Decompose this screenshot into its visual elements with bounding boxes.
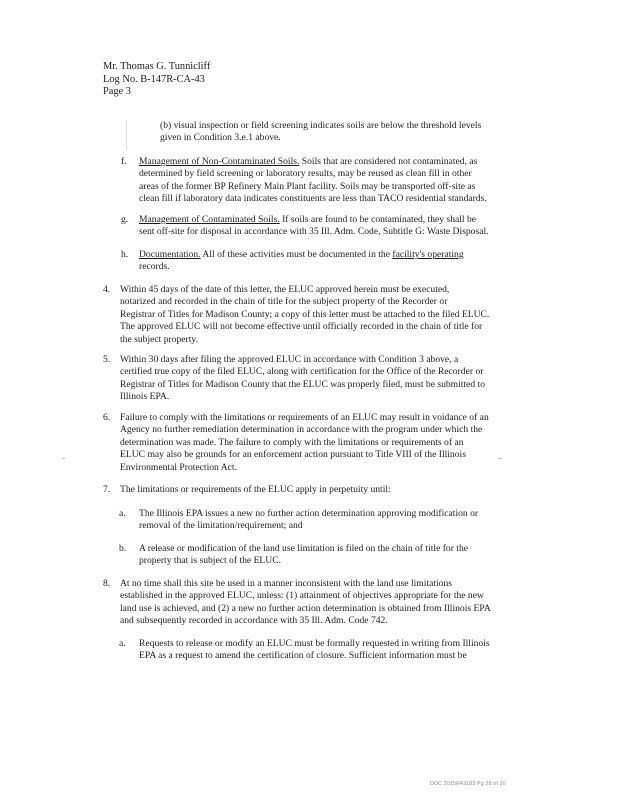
text-line: determined by field screening or laboratory results, may be reused as clean fill in other <box>139 168 472 180</box>
item-7a <box>139 508 478 533</box>
text-line: Within 30 days after filing the approved ELUC in accordance with Condition 3 above, a <box>120 354 459 365</box>
recipient-name: Mr. Thomas G. Tunnicliff <box>103 61 211 72</box>
item-h <box>139 249 464 274</box>
text-line: ELUC may also be grounds for an enforcement action pursuant to Title VIII of the Illinois <box>120 449 466 461</box>
text-line: and subsequently recorded in accordance with 35 Ill. Adm. Code 742. <box>120 615 388 627</box>
paragraph-number-4: 4. <box>103 284 111 295</box>
item-7b <box>139 543 468 568</box>
text-line: certified true copy of the filed ELUC, along with certification for the Office of the Recorder or <box>120 366 484 378</box>
item-label-f: f. <box>121 156 127 167</box>
text-line: Registrar of Titles for Madison County; a copy of this letter must be attached to the filed ELUC. <box>120 308 490 320</box>
scan-artifact <box>498 458 502 459</box>
text-span: All of these activities must be documented in the <box>200 249 393 260</box>
text-line: (b) visual inspection or field screening indicates soils are below the threshold levels <box>160 120 482 131</box>
item-label-g: g. <box>121 214 129 225</box>
letter-header <box>103 61 210 99</box>
paragraph-number-5: 5. <box>103 354 111 365</box>
text-line: The approved ELUC will not become effective until officially recorded in the chain of title for <box>120 321 483 333</box>
text-line: land use is achieved, and (2) a new no further action determination is obtained from Illinois EPA <box>120 602 491 614</box>
item-f-title: Management of Non-Contaminated Soils. <box>139 156 300 167</box>
paragraph-6 <box>120 412 489 474</box>
item-g <box>139 214 489 239</box>
text-line: The Illinois EPA issues a new no further action determination approving modification or <box>139 508 479 519</box>
paragraph-number-7: 7. <box>103 484 111 495</box>
text-line: the subject property. <box>120 333 198 345</box>
text-line: clean fill if laboratory data indicates constituents are less than TACO residential standards. <box>139 193 487 205</box>
text-line: Illinois EPA. <box>120 391 170 403</box>
text-line: A release or modification of the land use limitation is filed on the chain of title for the <box>139 543 469 554</box>
text-line: removal of the limitation/requirement; and <box>139 520 303 532</box>
text-line: established in the approved ELUC, unless: (1) attainment of objectives appropriate for the new <box>120 590 484 602</box>
text-line: Within 45 days of the date of this letter, the ELUC approved herein must be executed, <box>120 284 450 295</box>
text-line: given in Condition 3.e.1 above. <box>160 132 281 144</box>
page-number: Page 3 <box>103 86 131 98</box>
text-line: property that is subject of the ELUC. <box>139 555 282 567</box>
paragraph-number-8: 8. <box>103 578 111 589</box>
text-span: If soils are found to be contaminated, they shall be <box>279 214 477 225</box>
text-line: areas of the former BP Refinery Main Plant facility. Soils may be transported off-site as <box>139 180 476 192</box>
item-f <box>139 156 487 206</box>
paragraph-8 <box>120 578 491 628</box>
paragraph-4 <box>120 284 489 346</box>
item-g-title: Management of Contaminated Soils. <box>139 214 280 225</box>
text-line: sent off-site for disposal in accordance with 35 Ill. Adm. Code, Subtitle G: Waste Disposal. <box>139 226 489 238</box>
text-line: determination was made. The failure to comply with the limitations or requirements of an <box>120 436 464 448</box>
item-label-8a: a. <box>119 638 126 649</box>
paragraph-7 <box>120 484 391 496</box>
condition-b-continuation <box>160 120 481 145</box>
text-line: notarized and recorded in the chain of title for the subject property of the Recorder or <box>120 296 448 308</box>
recording-stamp: DOC 2015R43183 Pg 28 of 30 <box>430 781 506 787</box>
scan-artifact <box>126 120 127 150</box>
text-span: Soils that are considered not contaminated, as <box>299 156 478 167</box>
text-line: Failure to comply with the limitations or requirements of an ELUC may result in voidance of an <box>120 412 489 423</box>
item-label-7a: a. <box>119 508 126 519</box>
scan-artifact <box>62 458 65 459</box>
text-line: Registrar of Titles for Madison County that the ELUC was properly filed, must be submitted to <box>120 378 486 390</box>
facility-records-link-text: facility's operating <box>392 249 464 260</box>
text-line: records. <box>139 261 170 273</box>
text-line: At no time shall this site be used in a manner inconsistent with the land use limitations <box>120 578 453 589</box>
item-8a <box>139 638 490 663</box>
item-label-h: h. <box>121 249 129 260</box>
text-line: Requests to release or modify an ELUC must be formally requested in writing from Illinois <box>139 638 490 649</box>
log-number: Log No. B-147R-CA-43 <box>103 73 205 85</box>
paragraph-number-6: 6. <box>103 412 111 423</box>
item-h-title: Documentation. <box>139 249 201 260</box>
text-line: The limitations or requirements of the ELUC apply in perpetuity until: <box>120 484 391 495</box>
text-line: EPA as a request to amend the certification of closure. Sufficient information must be <box>139 650 467 662</box>
text-line: Environmental Protection Act. <box>120 461 237 473</box>
text-line: Agency no further remediation determination in accordance with the program under which the <box>120 424 483 436</box>
paragraph-5 <box>120 354 485 404</box>
item-label-7b: b. <box>119 543 127 554</box>
